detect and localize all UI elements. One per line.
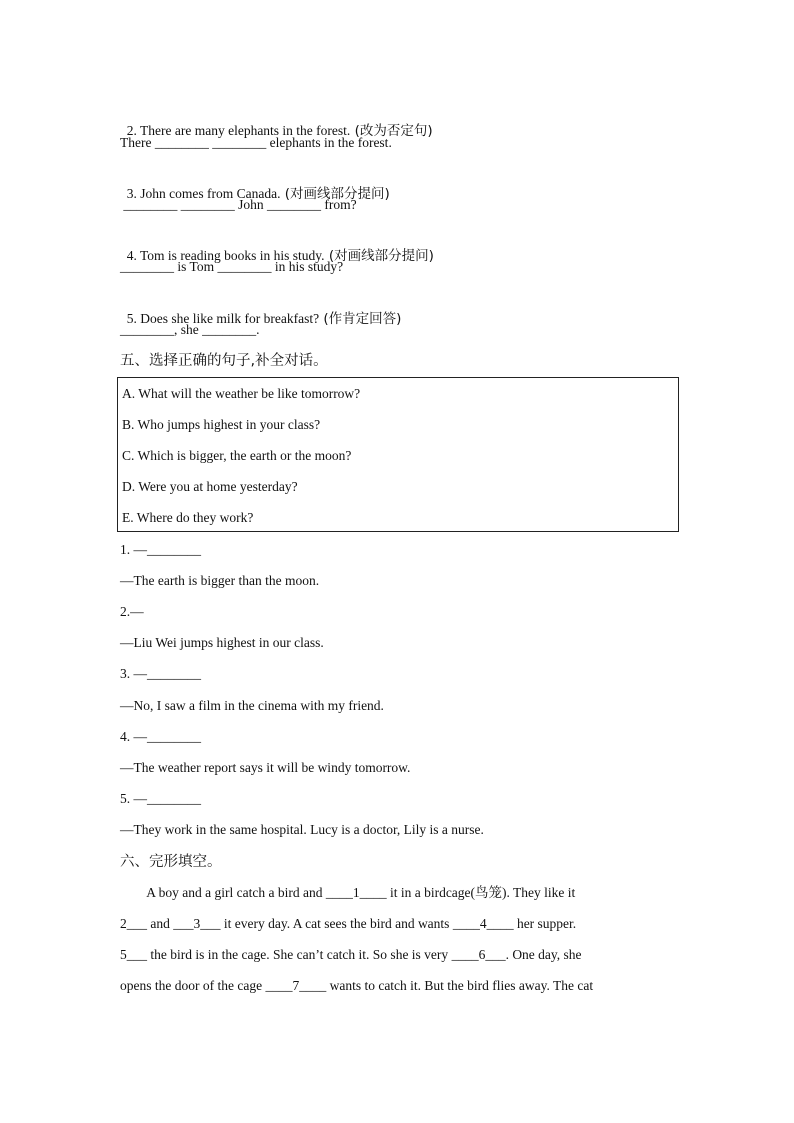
cloze-text: it every day. A cat sees the bird and wants: [220, 916, 453, 931]
cloze-blank-3: ___3___: [173, 916, 221, 931]
cloze-text: . One day, she: [505, 947, 582, 962]
option-d: D. Were you at home yesterday?: [122, 479, 298, 494]
cloze-text: it in a birdcage(: [386, 885, 476, 900]
question-4-text: 4. Tom is reading books in his study.: [126, 248, 325, 263]
answer-5: ________, she ________.: [120, 322, 260, 337]
dialogue-1-question: 1. —________: [120, 542, 201, 557]
dialogue-2-question: 2.—: [120, 604, 144, 619]
option-b: B. Who jumps highest in your class?: [122, 417, 321, 432]
question-3-note: (对画线部分提问): [280, 186, 390, 202]
answer-4: ________ is Tom ________ in his study?: [120, 259, 344, 274]
cloze-text: A boy and a girl catch a bird and: [120, 885, 326, 900]
cloze-text-cjk: 鸟笼: [475, 885, 503, 901]
dialogue-2-answer: —Liu Wei jumps highest in our class.: [120, 635, 324, 650]
cloze-line-2: [120, 914, 674, 934]
options-box: [117, 377, 679, 532]
cloze-blank-6: ____6___: [451, 947, 506, 962]
cloze-blank-2: 2___: [120, 916, 147, 931]
option-c: C. Which is bigger, the earth or the moon?: [122, 448, 352, 463]
dialogue-5-question: 5. —________: [120, 791, 201, 806]
option-a: A. What will the weather be like tomorrow?: [122, 386, 361, 401]
dialogue-1-answer: —The earth is bigger than the moon.: [120, 573, 320, 588]
option-e: E. Where do they work?: [122, 510, 254, 525]
question-5-text: 5. Does she like milk for breakfast?: [126, 311, 320, 326]
answer-2: There ________ ________ elephants in the forest.: [120, 135, 392, 150]
section-5-heading: 五、选择正确的句子,补全对话。: [120, 353, 328, 369]
cloze-text: ). They like it: [502, 885, 576, 900]
cloze-text: wants to catch it. But the bird flies away. The cat: [326, 978, 594, 993]
dialogue-4-question: 4. —________: [120, 729, 201, 744]
cloze-text: opens the door of the cage: [120, 978, 266, 993]
dialogue-4-answer: —The weather report says it will be windy tomorrow.: [120, 760, 411, 775]
dialogue-3-answer: —No, I saw a film in the cinema with my friend.: [120, 698, 384, 713]
cloze-text: and: [147, 916, 174, 931]
question-3-text: 3. John comes from Canada.: [126, 186, 281, 201]
cloze-blank-4: ____4____: [452, 916, 514, 931]
question-2-text: 2. There are many elephants in the forest.: [126, 123, 351, 138]
cloze-text: the bird is in the cage. She can’t catch it. So she is very: [147, 947, 452, 962]
question-5-note: (作肯定回答): [319, 311, 402, 327]
question-2-note: (改为否定句): [350, 123, 433, 139]
cloze-blank-7: ____7____: [265, 978, 327, 993]
section-6-heading: 六、完形填空。: [120, 854, 222, 870]
cloze-line-3: [120, 945, 674, 965]
cloze-blank-1: ____1____: [325, 885, 387, 900]
cloze-line-4: [120, 976, 674, 996]
answer-3: ________ ________ John ________ from?: [120, 197, 357, 212]
dialogue-3-question: 3. —________: [120, 666, 201, 681]
cloze-text: her supper.: [513, 916, 577, 931]
cloze-line-1: [120, 883, 674, 903]
dialogue-5-answer: —They work in the same hospital. Lucy is a doctor, Lily is a nurse.: [120, 822, 484, 837]
question-4-note: (对画线部分提问): [324, 248, 434, 264]
cloze-blank-5: 5___: [120, 947, 147, 962]
